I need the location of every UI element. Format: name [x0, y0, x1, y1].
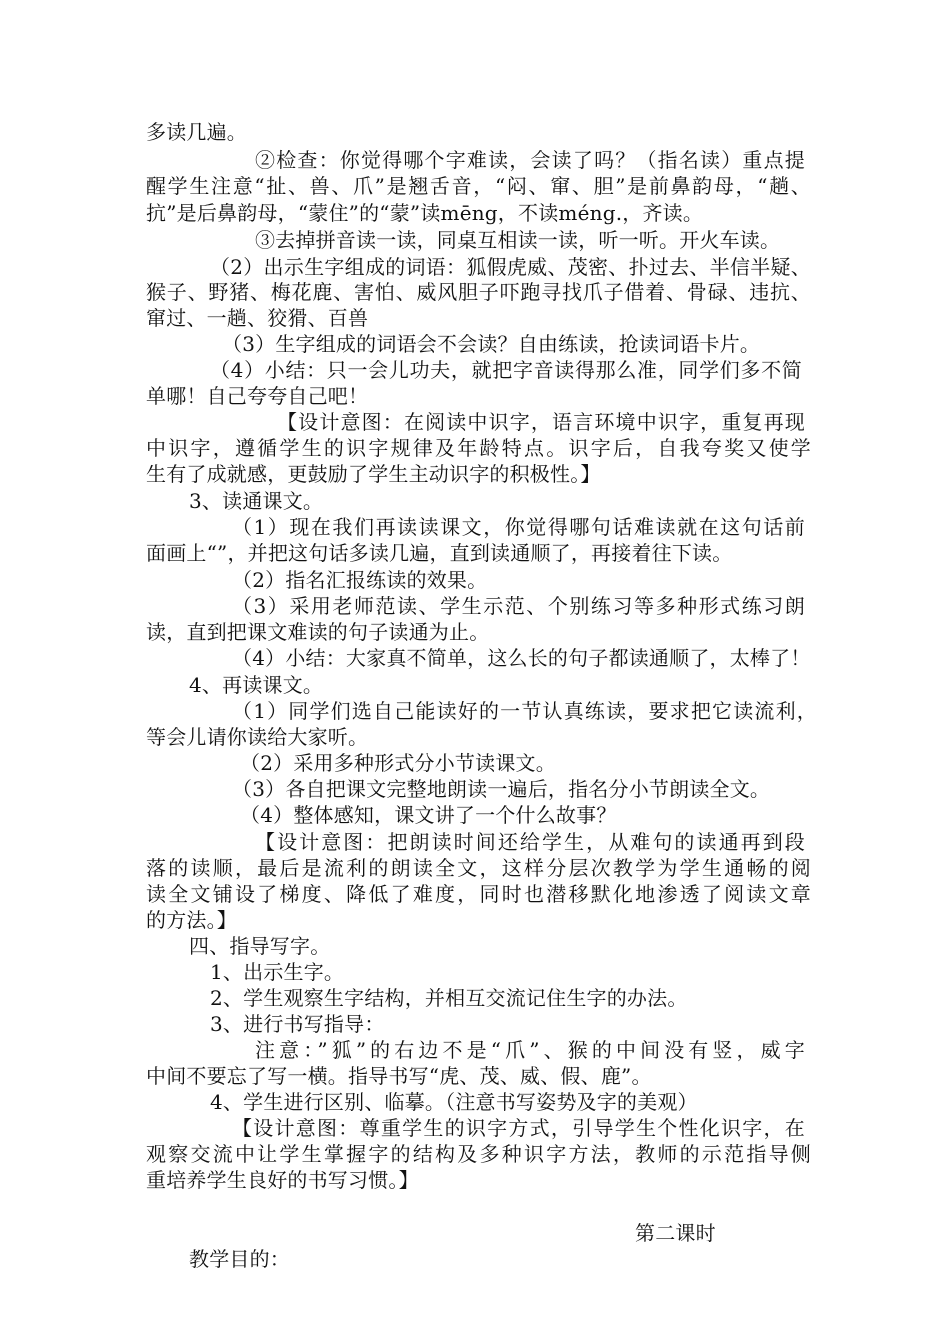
objectives-label: 教学目的： [189, 1247, 290, 1271]
text-line: 等会儿请你读给大家听。 [146, 725, 369, 749]
section-title: 第二课时 [635, 1221, 716, 1245]
text-line: 读，直到把课文难读的句子读通为止。 [146, 620, 490, 644]
text-line: 注意：”狐”的右边不是“爪”、猴的中间没有竖，威字 [255, 1038, 805, 1062]
text-line: 多读几遍。 [146, 120, 247, 144]
text-line: 醒学生注意“扯、兽、爪”是翘舌音，“闷、窜、胆”是前鼻韵母，“趟、 [146, 174, 811, 198]
text-line: 单哪！自己夸夸自己吧！ [146, 384, 369, 408]
text-line: 生有了成就感，更鼓励了学生主动识字的积极性。】 [146, 462, 601, 486]
text-line: 3、进行书写指导： [210, 1012, 385, 1036]
text-line: （1）现在我们再读读课文，你觉得哪句话难读就在这句话前 [232, 515, 805, 539]
text-line: 观察交流中让学生掌握字的结构及多种识字方法，教师的示范指导侧 [146, 1142, 811, 1166]
text-line: 抗”是后鼻韵母，“蒙住”的“蒙”读mēng，不读méng.，齐读。 [146, 201, 704, 225]
text-line: 2、学生观察生字结构，并相互交流记住生字的办法。 [210, 986, 688, 1010]
text-line: 4、学生进行区别、临摹。（注意书写姿势及字的美观） [210, 1090, 698, 1114]
text-line: 【设计意图：在阅读中识字，语言环境中识字，重复再现 [277, 410, 805, 434]
text-line: 落的读顺，最后是流利的朗读全文，这样分层次教学为学生通畅的阅 [146, 856, 811, 880]
text-line: （3）生字组成的词语会不会读？自由练读，抢读词语卡片。 [222, 332, 761, 356]
text-line: 3、读通课文。 [189, 489, 324, 513]
text-line: （3）采用老师范读、学生示范、个别练习等多种形式练习朗 [232, 594, 805, 618]
text-line: 中识字，遵循学生的识字规律及年龄特点。识字后，自我夸奖又使学 [146, 436, 811, 460]
text-line: 中间不要忘了写一横。指导书写“虎、茂、威、假、鹿”。 [146, 1064, 652, 1088]
text-line: （1）同学们选自己能读好的一节认真练读，要求把它读流利， [232, 699, 817, 723]
text-line: （2）采用多种形式分小节读课文。 [240, 751, 556, 775]
text-line: （4）整体感知，课文讲了一个什么故事？ [240, 803, 617, 827]
text-line: 窜过、一趟、狡猾、百兽 [146, 306, 369, 330]
text-line: 读全文铺设了梯度、降低了难度，同时也潜移默化地渗透了阅读文章 [146, 882, 811, 906]
text-line: （4）小结：大家真不简单，这么长的句子都读通顺了，太棒了！ [232, 646, 811, 670]
text-line: 猴子、野猪、梅花鹿、害怕、威风胆子吓跑寻找爪子借着、骨碌、违抗、 [146, 280, 811, 304]
text-line: ②检查：你觉得哪个字难读，会读了吗？（指名读）重点提 [255, 148, 805, 172]
text-line: 的方法。】 [146, 908, 237, 932]
text-line: 面画上“”，并把这句话多读几遍，直到读通顺了，再接着往下读。 [146, 541, 733, 565]
text-line: 【设计意图：尊重学生的识字方式，引导学生个性化识字，在 [232, 1116, 805, 1140]
text-line: 四、指导写字。 [189, 934, 331, 958]
text-line: ③去掉拼音读一读，同桌互相读一读，听一听。开火车读。 [255, 228, 781, 252]
text-line: （3）各自把课文完整地朗读一遍后，指名分小节朗读全文。 [232, 777, 771, 801]
text-line: （2）指名汇报练读的效果。 [232, 568, 488, 592]
text-line: 重培养学生良好的书写习惯。】 [146, 1168, 419, 1192]
text-line: 【设计意图：把朗读时间还给学生，从难句的读通再到段 [255, 830, 805, 854]
text-line: （4）小结：只一会儿功夫，就把字音读得那么准，同学们多不简 [210, 358, 802, 382]
text-line: 4、再读课文。 [189, 673, 324, 697]
text-line: 1、出示生字。 [210, 960, 345, 984]
text-line: （2）出示生字组成的词语：狐假虎威、茂密、扑过去、半信半疑、 [210, 255, 811, 279]
